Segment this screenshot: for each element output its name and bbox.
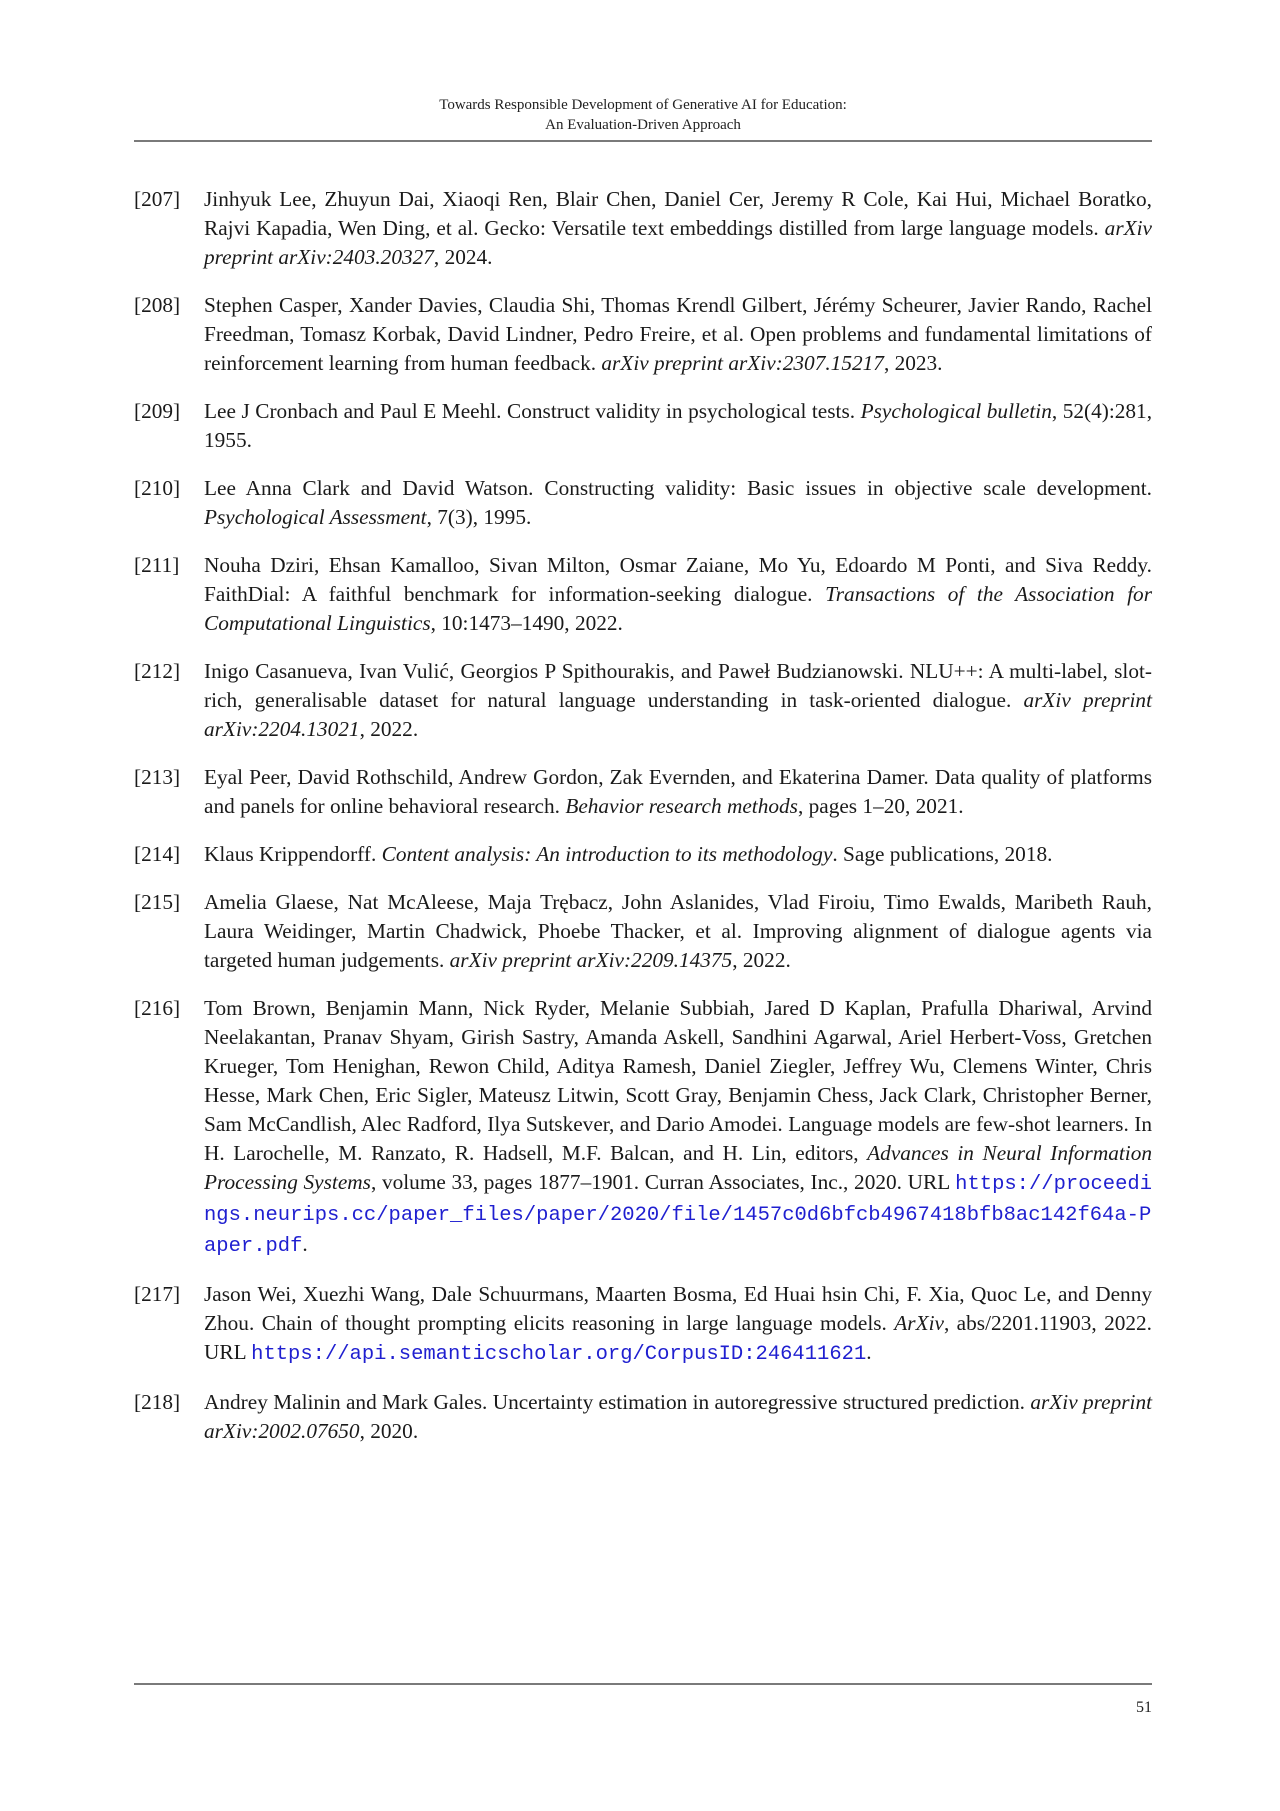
reference-authors: Jinhyuk Lee, Zhuyun Dai, Xiaoqi Ren, Blair Chen, Daniel Cer, Jeremy R Cole, Kai Hui, Michael Boratko, Rajvi Kapadia, Wen Ding, et al. [204, 187, 1152, 240]
reference-url-link[interactable]: https://api.semanticscholar.org/CorpusID:246411621 [251, 1343, 867, 1366]
reference-authors: Inigo Casanueva, Ivan Vulić, Georgios P Spithourakis, and Paweł Budzianowski. [204, 659, 904, 683]
reference-208 [134, 291, 1152, 378]
reference-details: , 2020. [359, 1419, 419, 1443]
reference-title: FaithDial: A faithful benchmark for information-seeking dialogue. [204, 582, 813, 606]
reference-details: , 2024. [433, 245, 493, 269]
reference-list [134, 185, 1152, 1465]
running-header-line-2: An Evaluation-Driven Approach [545, 117, 741, 133]
reference-label: [210] [134, 476, 181, 500]
reference-venue: arXiv preprint arXiv:2209.14375 [449, 948, 733, 972]
running-header-line-1: Towards Responsible Development of Generative AI for Education: [439, 97, 847, 113]
page-number: 51 [1136, 1699, 1152, 1716]
url-suffix: . [302, 1232, 308, 1256]
reference-details: , 7(3), 1995. [426, 505, 532, 529]
reference-label: [209] [134, 399, 181, 423]
reference-venue: Content analysis: An introduction to its methodology [381, 842, 833, 866]
reference-label: [207] [134, 187, 181, 211]
reference-authors: Eyal Peer, David Rothschild, Andrew Gordon, Zak Evernden, and Ekaterina Damer. [204, 765, 929, 789]
reference-title: Chain of thought prompting elicits reasoning in large language models. [261, 1311, 887, 1335]
reference-label: [208] [134, 293, 181, 317]
url-suffix: . [866, 1340, 872, 1364]
reference-body [204, 657, 1152, 744]
url-prefix: URL [204, 1340, 246, 1364]
reference-url-link[interactable]: https://proceedings.neurips.cc/paper_files/paper/2020/file/1457c0d6bfcb4967418bfb8ac142f64a-Paper.pdf [204, 1173, 1153, 1258]
reference-details: , 2022. [359, 717, 419, 741]
reference-authors: Lee Anna Clark and David Watson. [204, 476, 534, 500]
reference-label: [212] [134, 659, 181, 683]
reference-details: , 2022. [732, 948, 791, 972]
reference-label: [214] [134, 842, 181, 866]
reference-authors: Amelia Glaese, Nat McAleese, Maja Trębacz, John Aslanides, Vlad Firoiu, Timo Ewalds, Maribeth Rauh, Laura Weidinger, Martin Chadwick, Phoebe Thacker, et al. [204, 890, 1152, 943]
reference-venue: arXiv preprint arXiv:2204.13021 [204, 688, 1152, 741]
reference-venue: Psychological bulletin [860, 399, 1052, 423]
reference-209 [134, 397, 1152, 455]
reference-218 [134, 1388, 1152, 1446]
reference-body [204, 994, 1152, 1261]
reference-207 [134, 185, 1152, 272]
reference-venue: Behavior research methods [565, 794, 798, 818]
reference-details: , 10:1473–1490, 2022. [430, 611, 623, 635]
reference-body [204, 551, 1152, 638]
reference-214 [134, 840, 1152, 869]
reference-212 [134, 657, 1152, 744]
reference-label: [216] [134, 996, 181, 1020]
reference-body [204, 888, 1152, 975]
reference-216 [134, 994, 1152, 1261]
reference-title: NLU++: A multi-label, slot-rich, generalisable dataset for natural language understanding in task-oriented dialogue. [204, 659, 1153, 712]
reference-authors: Stephen Casper, Xander Davies, Claudia Shi, Thomas Krendl Gilbert, Jérémy Scheurer, Javier Rando, Rachel Freedman, Tomasz Korbak, David Lindner, Pedro Freire, et al. [204, 293, 1152, 346]
reference-211 [134, 551, 1152, 638]
reference-venue: ArXiv [894, 1311, 944, 1335]
reference-authors: Nouha Dziri, Ehsan Kamalloo, Sivan Milton, Osmar Zaiane, Mo Yu, Edoardo M Ponti, and Siva Reddy. [204, 553, 1152, 577]
reference-label: [218] [134, 1390, 181, 1414]
reference-details: , volume 33, pages 1877–1901. Curran Associates, Inc., 2020. [370, 1170, 902, 1194]
reference-authors: Lee J Cronbach and Paul E Meehl. [204, 399, 502, 423]
reference-body [204, 474, 1152, 532]
reference-details: . Sage publications, 2018. [832, 842, 1053, 866]
reference-details: , 52(4):281, 1955. [204, 399, 1153, 452]
reference-title: Construct validity in psychological tests. [507, 399, 856, 423]
reference-details: , abs/2201.11903, 2022. [943, 1311, 1153, 1335]
reference-title: Improving alignment of dialogue agents via targeted human judgements. [204, 919, 1152, 972]
running-header [134, 95, 1152, 135]
reference-title: Uncertainty estimation in autoregressive structured prediction. [492, 1390, 1025, 1414]
reference-label: [211] [134, 553, 180, 577]
reference-body [204, 185, 1152, 272]
reference-label: [213] [134, 765, 181, 789]
reference-venue: Transactions of the Association for Computational Linguistics [204, 582, 1152, 635]
reference-title: Gecko: Versatile text embeddings distilled from large language models. [484, 216, 1099, 240]
url-prefix: URL [907, 1170, 950, 1194]
header-rule [134, 140, 1152, 142]
reference-title: Data quality of platforms and panels for online behavioral research. [204, 765, 1153, 818]
reference-215 [134, 888, 1152, 975]
reference-authors: Tom Brown, Benjamin Mann, Nick Ryder, Melanie Subbiah, Jared D Kaplan, Prafulla Dhariwal, Arvind Neelakantan, Pranav Shyam, Girish Sastry, Amanda Askell, Sandhini Agarwal, Ariel Herbert-Voss, Gretchen Krueger, Tom Henighan, Rewon Child, Aditya Ramesh, Daniel Ziegler, Jeffrey Wu, Clemens Winter, Chris Hesse, Mark Chen, Eric Sigler, Mateusz Litwin, Scott Gray, Benjamin Chess, Jack Clark, Christopher Berner, Sam McCandlish, Alec Radford, Ilya Sutskever, and Dario Amodei. [204, 996, 1152, 1136]
reference-label: [215] [134, 890, 181, 914]
reference-authors: Andrey Malinin and Mark Gales. [204, 1390, 488, 1414]
reference-venue: arXiv preprint arXiv:2403.20327 [204, 216, 1152, 269]
reference-venue: Advances in Neural Information Processing Systems [204, 1141, 1152, 1194]
reference-body [204, 291, 1152, 378]
reference-venue: arXiv preprint arXiv:2307.15217 [601, 351, 884, 375]
reference-217 [134, 1280, 1152, 1369]
footer-rule [134, 1683, 1152, 1685]
reference-body [204, 397, 1152, 455]
reference-authors: Klaus Krippendorff. [204, 842, 377, 866]
reference-body [204, 1388, 1152, 1446]
reference-label: [217] [134, 1282, 181, 1306]
reference-body [204, 1280, 1152, 1369]
reference-venue: arXiv preprint arXiv:2002.07650 [204, 1390, 1153, 1443]
reference-title: Open problems and fundamental limitations of reinforcement learning from human feedback. [204, 322, 1152, 375]
reference-body [204, 763, 1152, 821]
reference-details: , pages 1–20, 2021. [797, 794, 964, 818]
reference-authors: Jason Wei, Xuezhi Wang, Dale Schuurmans, Maarten Bosma, Ed Huai hsin Chi, F. Xia, Quoc Le, and Denny Zhou. [204, 1282, 1152, 1335]
reference-title: Language models are few-shot learners. [788, 1112, 1129, 1136]
reference-210 [134, 474, 1152, 532]
reference-213 [134, 763, 1152, 821]
reference-title: Constructing validity: Basic issues in objective scale development. [544, 476, 1152, 500]
reference-details: , 2023. [883, 351, 943, 375]
reference-editors: In H. Larochelle, M. Ranzato, R. Hadsell, M.F. Balcan, and H. Lin, editors, [204, 1112, 1152, 1165]
reference-venue: Psychological Assessment [204, 505, 427, 529]
reference-body [204, 840, 1152, 869]
